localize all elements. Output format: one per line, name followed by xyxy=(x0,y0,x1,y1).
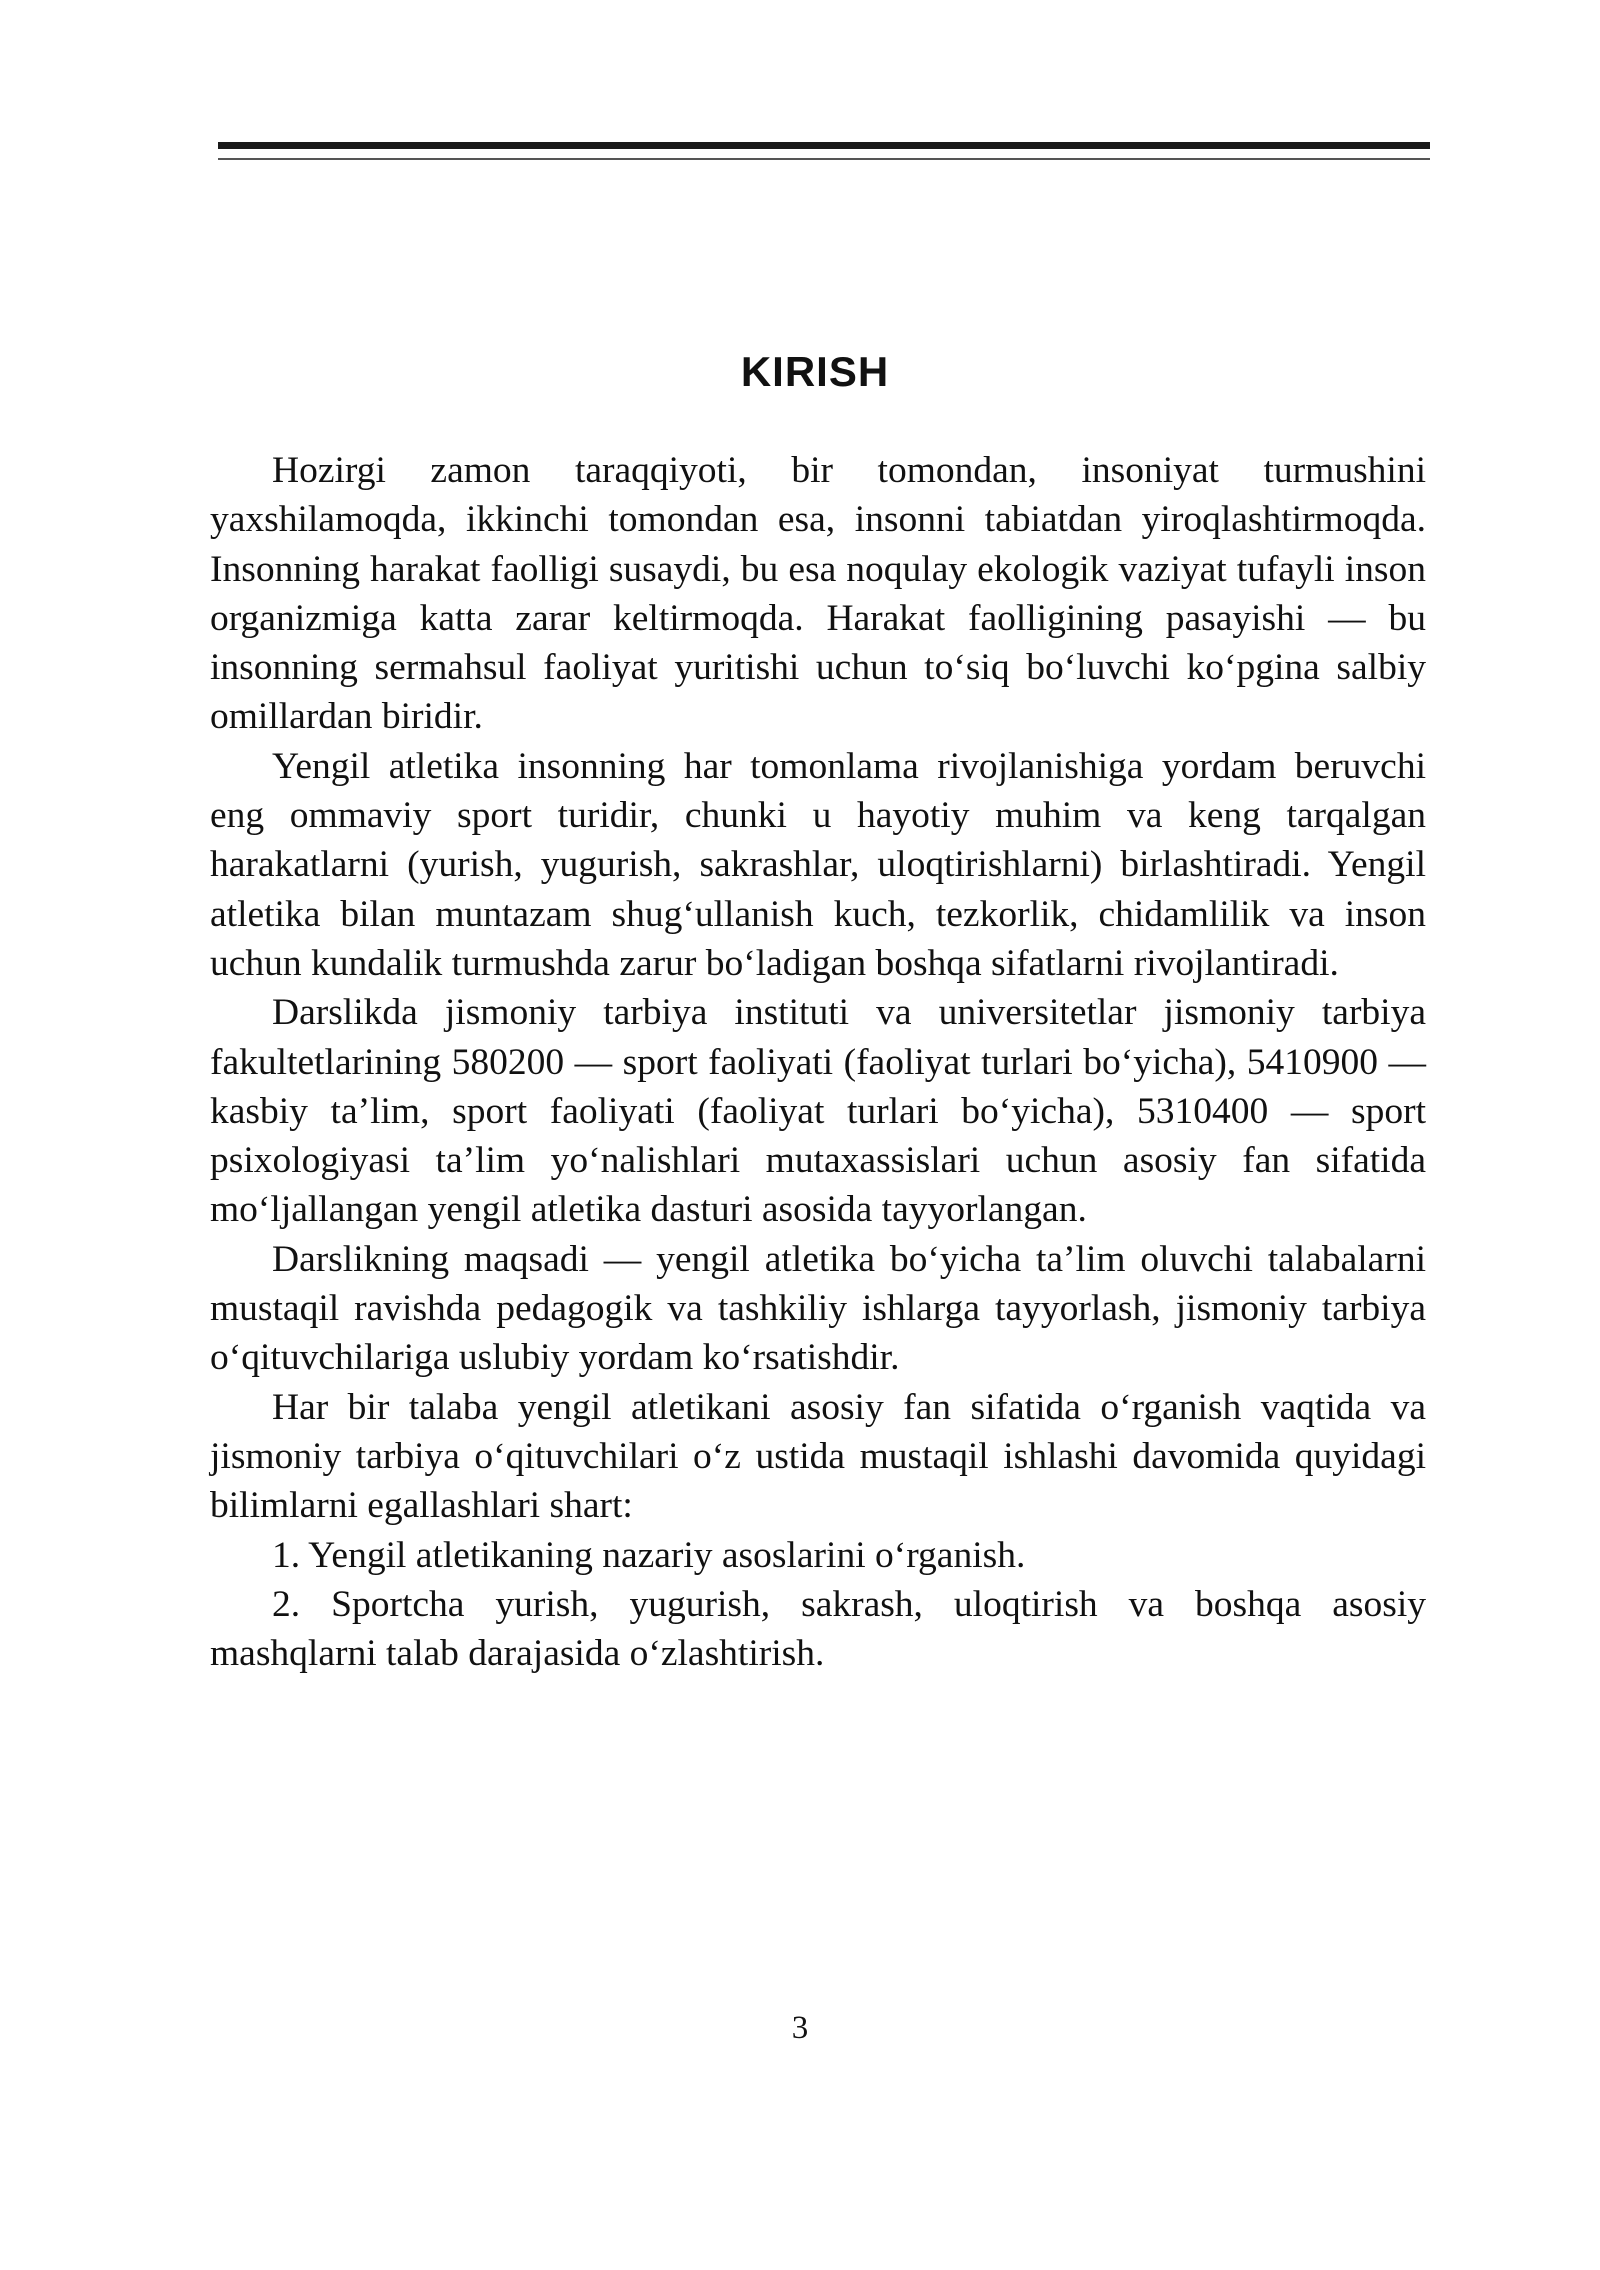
list-item: 2. Sportcha yurish, yugurish, sakrash, uloqtirish va boshqa asosiy mashqlarni talab darajasida o‘zlashtirish. xyxy=(210,1583,1426,1675)
paragraph: Har bir talaba yengil atletikani asosiy fan sifatida o‘rganish vaqtida va jismoniy tarbiya o‘qituvchilari o‘z ustida mustaqil ishlashi davomida quyidagi bilimlarni egallashlari shart: xyxy=(210,1386,1426,1527)
header-rule-thick xyxy=(218,142,1430,149)
list-item: 1. Yengil atletikaning nazariy asoslarini o‘rganish. xyxy=(272,1534,1026,1576)
paragraph: Hozirgi zamon taraqqiyoti, bir tomondan, insoniyat turmushini yaxshilamoqda, ikkinchi tomondan esa, insonni tabiatdan yiroqlashtirmoqda. Insonning harakat faolligi susaydi, bu esa noqulay ekologik vaziyat tufayli inson organizmiga katta zarar keltirmoqda. Harakat faolligining pasayishi — bu insonning sermahsul faoliyat yuritishi uchun to‘siq bo‘luvchi ko‘pgina salbiy omillardan biridir. xyxy=(210,450,1426,738)
paragraph: Yengil atletika insonning har tomonlama rivojlanishiga yordam beruvchi eng ommaviy sport turidir, chunki u hayotiy muhim va keng tarqalgan harakatlarni (yurish, yugurish, sakrashlar, uloqtirishlarni) birlashtiradi. Yengil atletika bilan muntazam shug‘ullanish kuch, tezkorlik, chidamlilik va inson uchun kundalik turmushda zarur bo‘ladigan boshqa sifatlarni rivojlantiradi. xyxy=(210,745,1426,984)
body-text xyxy=(210,446,1426,1678)
paragraph: Darslikda jismoniy tarbiya instituti va universitetlar jismoniy tarbiya fakultetlarining 580200 — sport faoliyati (faoliyat turlari bo‘yicha), 5410900 — kasbiy ta’lim, sport faoliyati (faoliyat turlari bo‘yicha), 5310400 — sport psixologiyasi ta’lim yo‘nalishlari mutaxassislari uchun asosiy fan sifatida mo‘ljallangan yengil atletika dasturi asosida tayyorlangan. xyxy=(210,992,1426,1231)
paragraph: Darslikning maqsadi — yengil atletika bo‘yicha ta’lim oluvchi talabalarni mustaqil ravishda pedagogik va tashkiliy ishlarga tayyorlash, jismoniy tarbiya o‘qituvchilariga uslubiy yordam ko‘rsatishdir. xyxy=(210,1238,1426,1379)
chapter-heading: KIRISH xyxy=(740,348,890,395)
header-rule-thin xyxy=(218,158,1430,160)
page-number: 3 xyxy=(791,2010,809,2046)
